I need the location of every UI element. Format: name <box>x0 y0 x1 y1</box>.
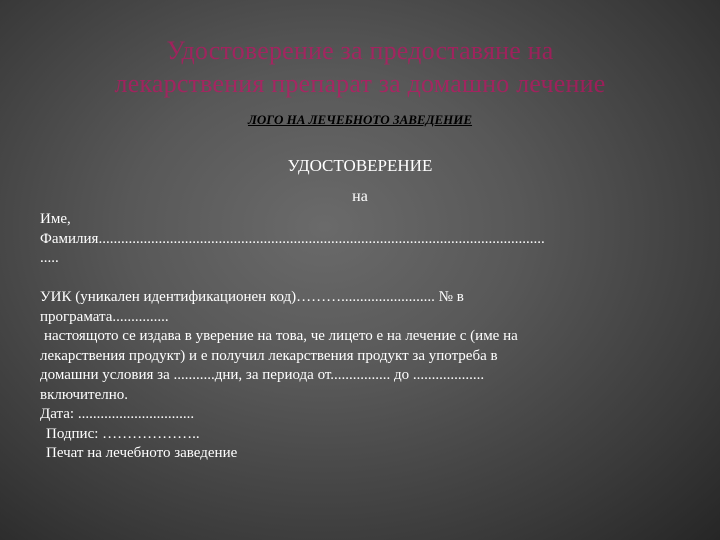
spacer <box>40 269 690 289</box>
statement-line-4: включително. <box>40 386 129 403</box>
certificate-body <box>40 210 690 464</box>
surname-line: Фамилия....................................................................................................................... <box>40 230 545 247</box>
signature-line: Подпис: ……………….. <box>46 425 200 442</box>
stamp-line: Печат на лечебното заведение <box>46 445 238 461</box>
statement-line-2: лекарствения продукт) и е получил лекарствения продукт за употреба в <box>40 347 498 364</box>
logo-placeholder: ЛОГО НА ЛЕЧЕБНОТО ЗАВЕДЕНИЕ <box>247 112 473 127</box>
statement-line-1: настоящото се издава в уверение на това, че лицето е на лечение с (име на <box>44 328 518 344</box>
dots-line: ..... <box>40 250 59 266</box>
slide-title-line-2: лекарствения препарат за домашно лечение <box>114 69 606 98</box>
uik-line: УИК (уникален идентификационен код)………......................... № в <box>40 289 464 305</box>
certificate-heading: УДОСТОВЕРЕНИЕ <box>287 156 433 175</box>
name-line: Име, <box>40 211 71 227</box>
date-line: Дата: ............................... <box>40 406 195 422</box>
program-line: програмата............... <box>40 308 169 325</box>
certificate-subheading: на <box>352 188 368 205</box>
statement-line-3: домашни условия за ...........дни, за периода от................ до ................... <box>40 367 485 383</box>
slide-title <box>40 34 680 100</box>
slide-title-line-1: Удостоверение за предоставяне на <box>166 36 554 65</box>
